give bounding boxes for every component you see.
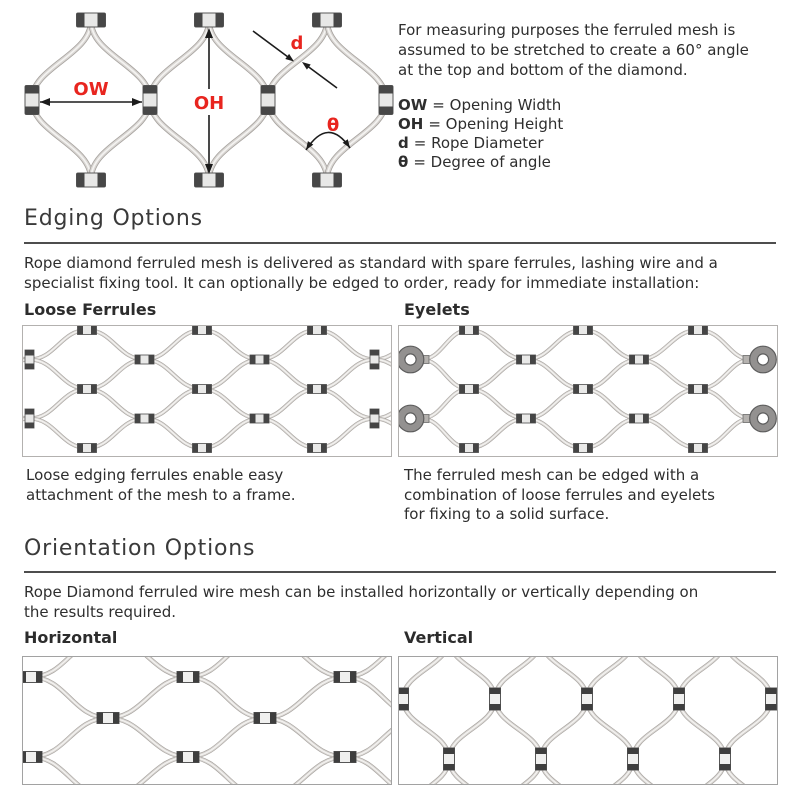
- vertical-label: Vertical: [404, 628, 474, 647]
- definition-text: = Degree of angle: [413, 153, 551, 171]
- horizontal-orientation-image: [22, 656, 392, 785]
- vertical-mesh: [399, 657, 777, 784]
- definition-text: = Rope Diameter: [413, 134, 544, 152]
- section-divider: [24, 242, 776, 244]
- measuring-paragraph: For measuring purposes the ferruled mesh is assumed to be stretched to create a 60° angle at the top and bottom of the diamond.: [398, 21, 749, 79]
- definition-ow: [398, 96, 563, 115]
- vertical-orientation-image: [398, 656, 778, 785]
- loose-ferrules-caption: Loose edging ferrules enable easy attachment of the mesh to a frame.: [26, 466, 296, 504]
- theta-label: θ: [326, 115, 340, 136]
- edging-options-heading: Edging Options: [24, 206, 203, 231]
- definition-term: OH: [398, 115, 424, 133]
- eyelets-image: [398, 325, 778, 457]
- ow-label: OW: [73, 79, 109, 100]
- ferrules: [23, 672, 356, 763]
- eyelets-mesh: [399, 326, 777, 456]
- d-label: d: [290, 33, 304, 54]
- eyelets-caption: The ferruled mesh can be edged with a combination of loose ferrules and eyelets for fixing to a solid surface.: [404, 466, 715, 523]
- definition-oh: [398, 115, 563, 134]
- ow-dimension-arrow: [40, 79, 142, 106]
- eyelets-label: Eyelets: [404, 300, 470, 319]
- definition-text: = Opening Height: [428, 115, 564, 133]
- orientation-intro: Rope Diamond ferruled wire mesh can be installed horizontally or vertically depending on the results required.: [24, 583, 699, 621]
- definition-text: = Opening Width: [432, 96, 562, 114]
- definition-term: OW: [398, 96, 428, 114]
- horizontal-mesh: [23, 657, 391, 784]
- definition-term: θ: [398, 153, 409, 171]
- orientation-options-heading: Orientation Options: [24, 536, 256, 561]
- definition-d: [398, 134, 563, 153]
- ferrules: [399, 688, 777, 770]
- loose-ferrules-image: [22, 325, 392, 457]
- loose-ferrules-label: Loose Ferrules: [24, 300, 157, 319]
- theta-angle-arc: [306, 115, 350, 150]
- definition-term: d: [398, 134, 409, 152]
- oh-label: OH: [193, 93, 225, 114]
- definition-theta: [398, 153, 563, 172]
- horizontal-label: Horizontal: [24, 628, 118, 647]
- measuring-diagram: [6, 3, 394, 193]
- section-divider: [24, 571, 776, 573]
- loose-ferrules-mesh: [23, 326, 391, 456]
- ferrules: [25, 326, 379, 453]
- measuring-definitions: [398, 96, 563, 172]
- edging-intro: Rope diamond ferruled mesh is delivered as standard with spare ferrules, lashing wire and a specialist fixing tool. It can optionally be edged to order, ready for immediate installation:: [24, 254, 718, 292]
